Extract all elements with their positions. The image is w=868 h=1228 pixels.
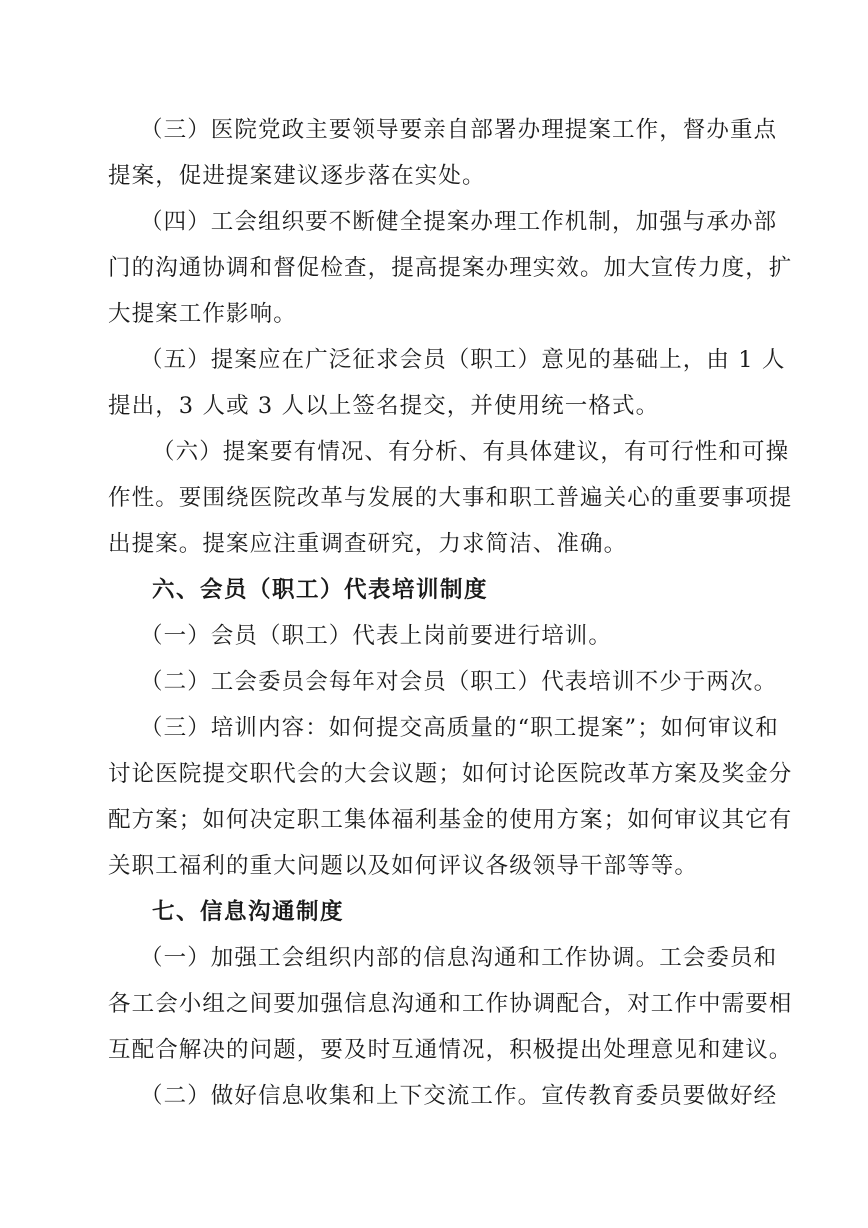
- section-heading: 七、信息沟通制度: [152, 899, 345, 925]
- paragraph-line: 讨论医院提交职代会的大会议题；如何讨论医院改革方案及奖金分: [108, 761, 793, 787]
- paragraph-line: 各工会小组之间要加强信息沟通和工作协调配合，对工作中需要相: [108, 991, 793, 1017]
- paragraph-line: 提出，3 人或 3 人以上签名提交，并使用统一格式。: [108, 393, 660, 419]
- paragraph-line: 提案，促进提案建议逐步落在实处。: [108, 163, 486, 189]
- paragraph-line: （六）提案要有情况、有分析、有具体建议，有可行性和可操: [152, 439, 790, 465]
- section-heading: 六、会员（职工）代表培训制度: [152, 577, 489, 603]
- paragraph-line: 作性。要围绕医院改革与发展的大事和职工普遍关心的重要事项提: [108, 485, 793, 511]
- paragraph-line: 关职工福利的重大问题以及如何评议各级领导干部等等。: [108, 853, 699, 879]
- paragraph-line: 互配合解决的问题，要及时互通情况，积极提出处理意见和建议。: [108, 1037, 793, 1063]
- paragraph-line: （一）会员（职工）代表上岗前要进行培训。: [140, 623, 613, 649]
- paragraph-line: （二）做好信息收集和上下交流工作。宣传教育委员要做好经: [140, 1083, 778, 1109]
- paragraph-line: （五）提案应在广泛征求会员（职工）意见的基础上，由 1 人: [140, 347, 786, 373]
- paragraph-line: 大提案工作影响。: [108, 301, 297, 327]
- paragraph-line: 门的沟通协调和督促检查，提高提案办理实效。加大宣传力度，扩: [108, 255, 793, 281]
- paragraph-line: （三）医院党政主要领导要亲自部署办理提案工作，督办重点: [140, 117, 778, 143]
- paragraph-line: （四）工会组织要不断健全提案办理工作机制，加强与承办部: [140, 209, 778, 235]
- paragraph-line: （一）加强工会组织内部的信息沟通和工作协调。工会委员和: [140, 945, 778, 971]
- paragraph-line: （三）培训内容：如何提交高质量的“职工提案”；如何审议和: [140, 715, 779, 741]
- paragraph-line: （二）工会委员会每年对会员（职工）代表培训不少于两次。: [140, 669, 778, 695]
- paragraph-line: 出提案。提案应注重调查研究，力求简洁、准确。: [108, 531, 628, 557]
- paragraph-line: 配方案；如何决定职工集体福利基金的使用方案；如何审议其它有: [108, 807, 793, 833]
